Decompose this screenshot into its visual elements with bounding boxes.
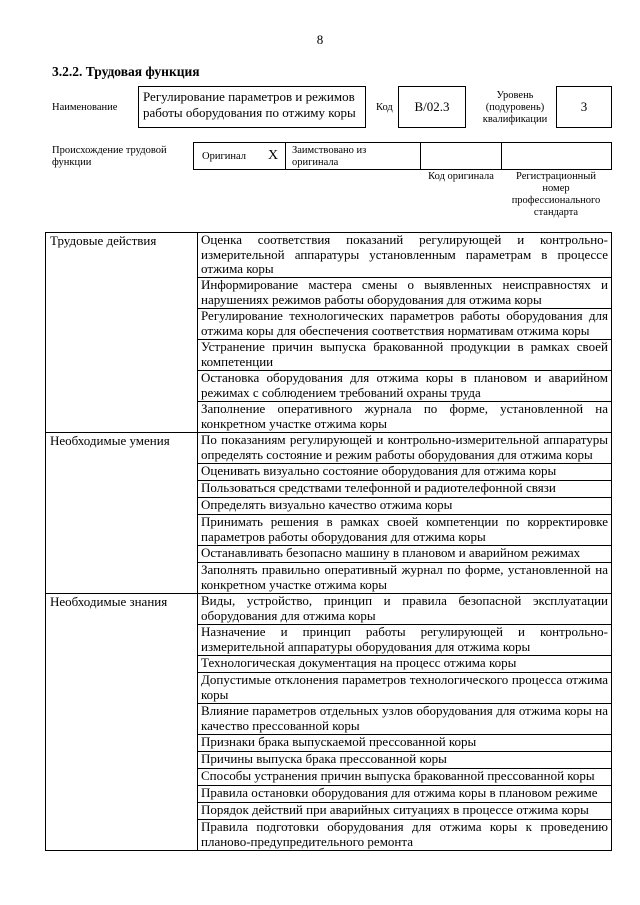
reg-number-cell bbox=[501, 142, 612, 170]
borrowed-cell bbox=[285, 142, 421, 170]
name-value-box bbox=[138, 86, 366, 128]
list-item: Заполнение оперативного журнала по форме, установленной на конкретном участке отжима коры bbox=[198, 402, 612, 433]
origin-label: Происхождение трудовой функции bbox=[52, 145, 167, 168]
list-item: Остановка оборудования для отжима коры в плановом и аварийном режимах с соблюдением требований охраны труда bbox=[198, 371, 612, 402]
category-labor-actions: Трудовые действия bbox=[46, 233, 198, 433]
category-required-knowledge: Необходимые знания bbox=[46, 594, 198, 851]
name-value: Регулирование параметров и режимов работы оборудования по отжиму коры bbox=[143, 89, 356, 120]
level-label: Уровень (подуровень) квалификации bbox=[482, 90, 548, 125]
original-cell bbox=[193, 142, 286, 170]
table-row bbox=[46, 594, 612, 625]
function-table bbox=[45, 232, 612, 851]
list-item: Оценка соответствия показаний регулирующей и контрольно-измерительной аппаратуры установленным параметрам в процессе отжима коры bbox=[198, 233, 612, 278]
list-item: Правила подготовки оборудования для отжима коры к проведению планово-предупредительного ремонта bbox=[198, 820, 612, 851]
code-original-label: Код оригинала bbox=[428, 171, 494, 182]
level-value: 3 bbox=[580, 99, 588, 114]
original-mark: X bbox=[268, 148, 279, 163]
original-label: Оригинал bbox=[202, 151, 246, 162]
list-item: По показаниям регулирующей и контрольно-измерительной аппаратуры определять состояние и режим работы оборудования для отжима коры bbox=[198, 433, 612, 464]
list-item: Назначение и принцип работы регулирующей и контрольно-измерительной аппаратуры оборудования для отжима коры bbox=[198, 625, 612, 656]
level-value-box bbox=[556, 86, 612, 128]
list-item: Заполнять правильно оперативный журнал по форме, установленной на конкретном участке отжима коры bbox=[198, 563, 612, 594]
code-value: В/02.3 bbox=[414, 99, 450, 114]
list-item: Технологическая документация на процесс отжима коры bbox=[198, 656, 612, 673]
table-row bbox=[46, 433, 612, 464]
list-item: Виды, устройство, принцип и правила безопасной эксплуатации оборудования для отжима коры bbox=[198, 594, 612, 625]
list-item: Устранение причин выпуска бракованной продукции в рамках своей компетенции bbox=[198, 340, 612, 371]
borrowed-label: Заимствовано из оригинала bbox=[292, 145, 367, 168]
list-item: Причины выпуска брака прессованной коры bbox=[198, 752, 612, 769]
category-required-skills: Необходимые умения bbox=[46, 433, 198, 594]
list-item: Способы устранения причин выпуска бракованной прессованной коры bbox=[198, 769, 612, 786]
reg-number-label: Регистрационный номер профессионального стандарта bbox=[511, 171, 601, 218]
list-item: Допустимые отклонения параметров технологического процесса отжима коры bbox=[198, 673, 612, 704]
list-item: Правила остановки оборудования для отжима коры в плановом режиме bbox=[198, 786, 612, 803]
section-title: 3.2.2. Трудовая функция bbox=[52, 64, 200, 79]
name-label: Наименование bbox=[52, 102, 118, 113]
list-item: Информирование мастера смены о выявленных неисправностях и нарушениях режимов работы оборудования для отжима коры bbox=[198, 278, 612, 309]
code-original-cell bbox=[420, 142, 502, 170]
list-item: Порядок действий при аварийных ситуациях в процессе отжима коры bbox=[198, 803, 612, 820]
page-number: 8 bbox=[316, 32, 324, 47]
code-label: Код bbox=[376, 102, 393, 113]
list-item: Оценивать визуально состояние оборудования для отжима коры bbox=[198, 464, 612, 481]
list-item: Регулирование технологических параметров работы оборудования для отжима коры для обеспечения соответствия нормативам отжима коры bbox=[198, 309, 612, 340]
list-item: Влияние параметров отдельных узлов оборудования для отжима коры на качество прессованной коры bbox=[198, 704, 612, 735]
table-row bbox=[46, 233, 612, 278]
list-item: Признаки брака выпускаемой прессованной коры bbox=[198, 735, 612, 752]
list-item: Пользоваться средствами телефонной и радиотелефонной связи bbox=[198, 481, 612, 498]
list-item: Останавливать безопасно машину в плановом и аварийном режимах bbox=[198, 546, 612, 563]
code-value-box bbox=[398, 86, 466, 128]
list-item: Определять визуально качество отжима коры bbox=[198, 498, 612, 515]
list-item: Принимать решения в рамках своей компетенции по корректировке параметров работы оборудования для отжима коры bbox=[198, 515, 612, 546]
